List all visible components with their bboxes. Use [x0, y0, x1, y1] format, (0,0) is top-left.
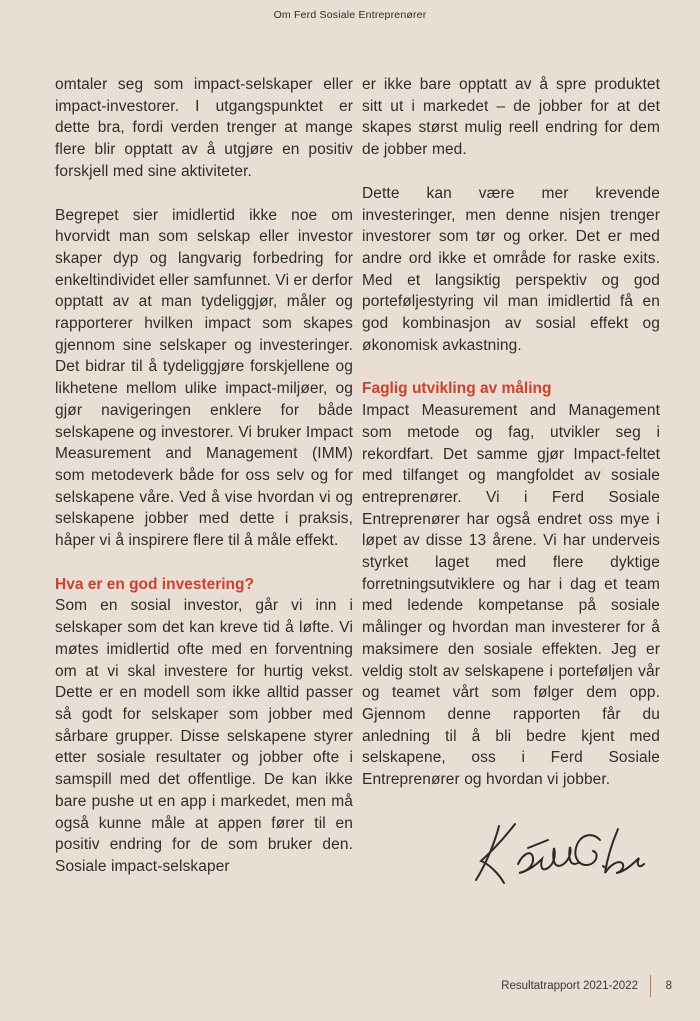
section-heading: Hva er en god investering? — [55, 575, 254, 593]
section-heading: Faglig utvikling av måling — [362, 380, 552, 398]
footer-divider — [650, 975, 651, 997]
body-paragraph: Impact Measurement and Management som metode og fag, utvikler seg i rekordfart. Det samme gjør Impact-feltet med tilfanget og mangfoldet av sosiale entreprenører. Vi i Ferd Sosiale Entreprenører har også endret oss mye i løpet av disse 13 årene. Vi har underveis styrket laget med flere dyktige forretningsutviklere og har i dag et team med ledende kompetanse på sosiale målinger og hvordan man investerer for å maksimere den sosiale effekten. Jeg er veldig stolt av selskapene i porteføljen vår og teamet vårt som følger dem opp. Gjennom denne rapporten får du anledning til å bli bedre kjent med selskapene, oss i Ferd Sosiale Entreprenører og hvordan vi jobber. — [362, 402, 660, 789]
right-column — [362, 74, 660, 900]
body-paragraph: Dette kan være mer krevende investeringer, men denne nisjen trenger investorer som tør og orker. Det er med andre ord ikke et område for raske exits. Med et langsiktig perspektiv og god porteføljestyring vil man imidlertid få en god kombinasjon av sosial effekt og økonomisk avkastning. — [362, 184, 660, 354]
body-paragraph: Begrepet sier imidlertid ikke noe om hvorvidt man som selskap eller investor skaper dyp og langvarig forbedring for enkeltindividet eller samfunnet. Vi er derfor opptatt av at man tydeliggjør, måler og rapporterer hvilken impact som skapes gjennom sine selskaper og investeringer. Det bidrar til å tydeliggjøre forskjellene og likhetene mellom ulike impact-miljøer, og gjør navigeringen enklere for både selskapene og investorer. Vi bruker Impact Measurement and Management (IMM) som metodeverk både for oss selv og for selskapene våre. Ved å vise hvordan vi og selskapene jobber med dette i praksis, håper vi å inspirere flere til å måle effekt. — [55, 206, 354, 550]
body-paragraph: er ikke bare opptatt av å spre produktet sitt ut i markedet – de jobber for at det skapes størst mulig reell endring for dem de jobber med. — [362, 76, 660, 159]
page-footer — [501, 975, 672, 997]
left-column — [55, 74, 353, 900]
footer-report-title: Resultatrapport 2021-2022 — [501, 980, 638, 992]
signature-handwriting-icon — [468, 817, 646, 891]
footer-page-number: 8 — [665, 980, 672, 992]
page-header-title: Om Ferd Sosiale Entreprenører — [273, 9, 427, 21]
text-columns — [55, 74, 660, 900]
body-paragraph: omtaler seg som impact-selskaper eller impact-investorer. I utgangspunktet er dette bra, fordi verden trenger at mange flere blir opptatt av å utgjøre en positiv forskjell med sine aktiviteter. — [55, 76, 353, 180]
signature — [362, 817, 660, 891]
body-paragraph: Som en sosial investor, går vi inn i selskaper som det kan kreve tid å løfte. Vi møtes imidlertid ofte med en forventning om at vi skal investere for hurtig vekst. Dette er en modell som ikke alltid passer så godt for selskaper som jobber med sårbare grupper. Disse selskapene styrer etter sosiale resultater og jobber ofte i samspill med det offentlige. De kan ikke bare pushe ut en app i markedet, men må også kunne måle at appen fører til en positiv endring for de som bruker den. Sosiale impact-selskaper — [55, 597, 353, 875]
